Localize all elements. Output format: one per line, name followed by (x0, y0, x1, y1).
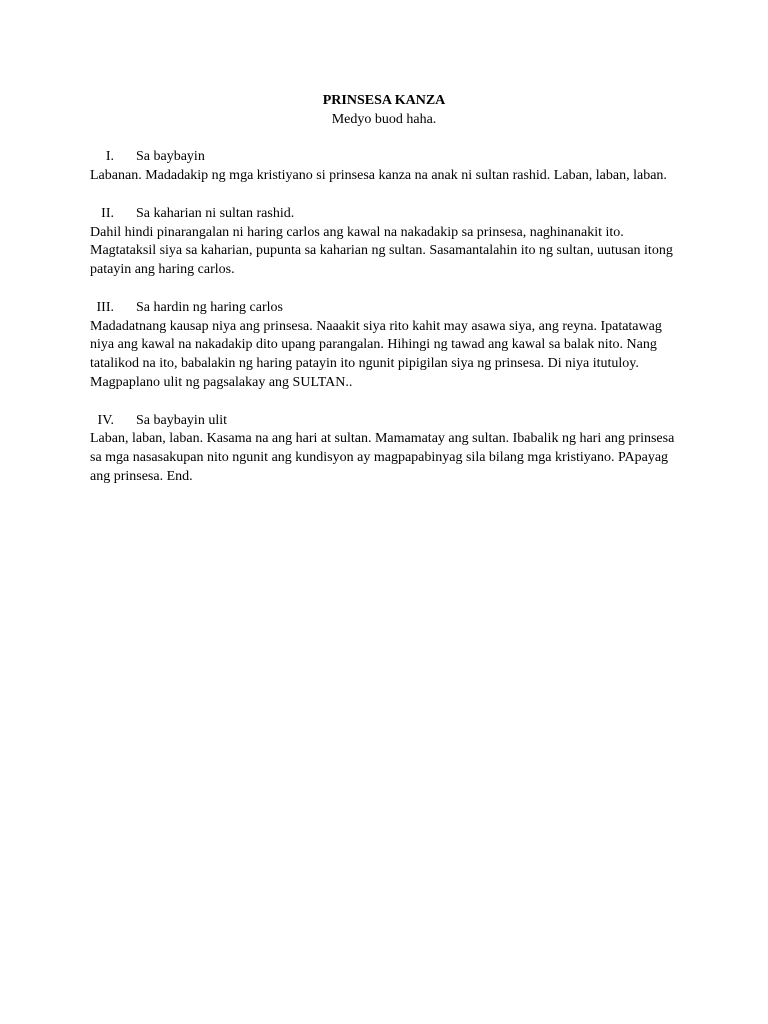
section-heading (90, 205, 678, 224)
section-body: Laban, laban, laban. Kasama na ang hari at sultan. Mamamatay ang sultan. Ibabalik ng hari ang prinsesa sa mga nasasakupan nito ngunit ang kundisyon ay magpapabinyag sila bilang mga kristiyano. PApayag ang prinsesa. End. (90, 431, 675, 484)
document-subtitle: Medyo buod haha. (331, 111, 437, 127)
section-heading (90, 148, 678, 167)
section-heading-text: Sa baybayin (136, 149, 205, 165)
section-body: Labanan. Madadakip ng mga kristiyano si prinsesa kanza na anak ni sultan rashid. Laban, laban, laban. (90, 168, 667, 184)
section-body: Madadatnang kausap niya ang prinsesa. Naaakit siya rito kahit may asawa siya, ang reyna. Ipatatawag niya ang kawal na nakadakip dito upang parangalan. Hihingi ng tawad ang kawal sa balak nito. Nang tatalikod na ito, babalakin ng haring patayin ito ngunit pipigilan siya ng prinsesa. Di niya itutuloy. Magpaplano ulit ng pagsalakay ang SULTAN.. (90, 318, 662, 390)
section-numeral: IV. (97, 412, 114, 428)
section-numeral: III. (96, 299, 114, 315)
document-page (90, 92, 678, 487)
document-title: PRINSESA KANZA (322, 93, 446, 108)
section-heading (90, 299, 678, 318)
section-3 (90, 299, 678, 393)
section-body: Dahil hindi pinarangalan ni haring carlos ang kawal na nakadakip sa prinsesa, naghinanakit ito. Magtataksil siya sa kaharian, pupunta sa kaharian ng sultan. Sasamantalahin ito ng sultan, uutusan itong patayin ang haring carlos. (90, 224, 673, 278)
section-numeral: I. (105, 149, 114, 165)
section-2 (90, 205, 678, 280)
section-4 (90, 412, 678, 487)
section-heading-text: Sa kaharian ni sultan rashid. (136, 205, 295, 221)
section-numeral: II. (101, 205, 114, 221)
section-heading-text: Sa baybayin ulit (136, 412, 227, 428)
section-1 (90, 148, 678, 186)
section-heading-text: Sa hardin ng haring carlos (136, 299, 283, 315)
section-heading (90, 412, 678, 431)
